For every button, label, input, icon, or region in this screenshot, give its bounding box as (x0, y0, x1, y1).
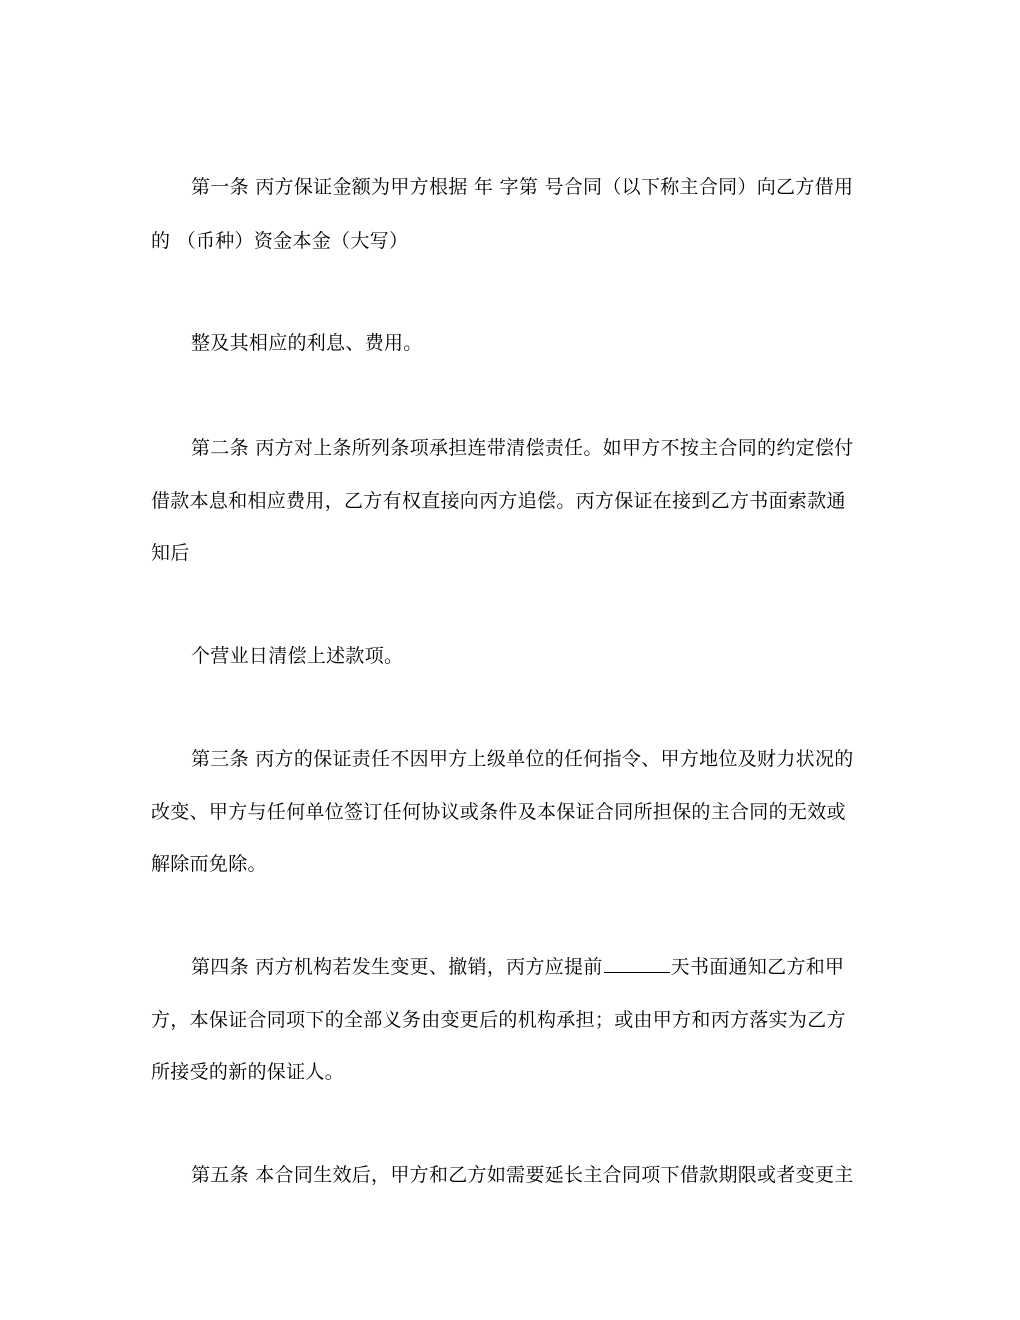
article-3-line-1: 第三条 丙方的保证责任不因甲方上级单位的任何指令、甲方地位及财力状况的 (191, 748, 854, 770)
article-2-line-1: 第二条 丙方对上条所列条项承担连带清偿责任。如甲方不按主合同的约定偿付 (191, 437, 854, 459)
article-2-line-3: 知后 (151, 542, 190, 564)
article-4-line-2: 方，本保证合同项下的全部义务由变更后的机构承担；或由甲方和丙方落实为乙方 (151, 1009, 846, 1031)
article-4-line-3: 所接受的新的保证人。 (151, 1061, 345, 1083)
article-2-line-2: 借款本息和相应费用，乙方有权直接向丙方追偿。丙方保证在接到乙方书面索款通 (151, 490, 846, 512)
article-1-line-2: 的 （币种）资金本金（大写） (151, 230, 409, 252)
article-1-line-1: 第一条 丙方保证金额为甲方根据 年 字第 号合同（以下称主合同）向乙方借用 (191, 176, 854, 198)
article-3-line-2: 改变、甲方与任何单位签订任何协议或条件及本保证合同所担保的主合同的无效或 (151, 801, 846, 823)
article-1-line-3: 整及其相应的利息、费用。 (191, 332, 423, 354)
article-2-line-4: 个营业日清偿上述款项。 (191, 645, 404, 667)
article-5-line-1: 第五条 本合同生效后，甲方和乙方如需要延长主合同项下借款期限或者变更主 (191, 1164, 854, 1186)
days-blank (604, 954, 670, 973)
article-3-line-3: 解除而免除。 (151, 853, 267, 875)
article-4-line-1 (191, 954, 844, 980)
article-4-line-1-before: 第四条 丙方机构若发生变更、撤销，丙方应提前 (191, 956, 603, 978)
article-4-line-1-after: 天书面通知乙方和甲 (670, 956, 845, 978)
